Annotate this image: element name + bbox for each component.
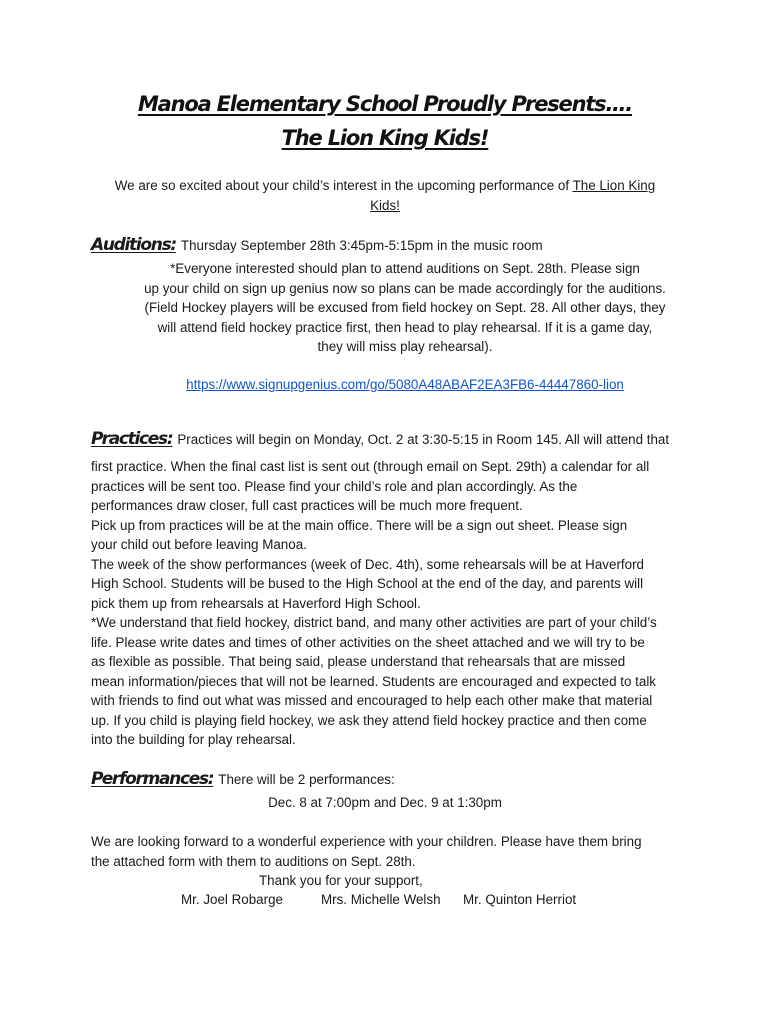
practices-heading: Practices: [91, 429, 173, 449]
intro-paragraph [60, 176, 710, 215]
thanks-line: Thank you for your support, [259, 873, 423, 888]
auditions-note-line: (Field Hockey players will be excused from field hockey on Sept. 28. All other days, they [144, 300, 666, 315]
auditions-note [110, 259, 700, 357]
show-title-line-1: The Lion King [572, 178, 656, 193]
signer-3: Mr. Quinton Herriot [463, 892, 577, 907]
signer-1: Mr. Joel Robarge [181, 892, 283, 907]
practices-line: life. Please write dates and times of other activities on the sheet attached and we will try to be [91, 634, 645, 650]
practices-line: High School. Students will be bused to the High School at the end of the day, and parents will [91, 576, 644, 591]
auditions-note-line: *Everyone interested should plan to attend auditions on Sept. 28th. Please sign [170, 261, 640, 276]
practices-line: performances draw closer, full cast practices will be much more frequent. [91, 498, 523, 513]
practices-line: *We understand that field hockey, district band, and many other activities are part of your child’s [91, 615, 657, 630]
intro-text: We are so excited about your child’s interest in the upcoming performance of [114, 178, 573, 193]
closing-line-1: We are looking forward to a wonderful experience with your children. Please have them bring [91, 834, 642, 849]
performance-dates: Dec. 8 at 7:00pm and Dec. 9 at 1:30pm [268, 795, 502, 810]
practices-line: pick them up from rehearsals at Haverford High School. [91, 595, 421, 611]
practices-line: up. If you child is playing field hockey, we ask they attend field hockey practice and then come [91, 712, 647, 728]
signup-link[interactable]: https://www.signupgenius.com/go/5080A48ABAF2EA3FB6-44447860-lion [186, 377, 624, 392]
practices-line: The week of the show performances (week of Dec. 4th), some rehearsals will be at Haverford [91, 556, 644, 572]
practices-line: with friends to find out what was missed and encouraged to help each other make that material [91, 693, 653, 708]
practices-line: as flexible as possible. That being said, please understand that rehearsals that are missed [91, 654, 626, 669]
performances-heading: Performances: [91, 769, 214, 789]
title-line-2: The Lion King Kids! [281, 126, 489, 150]
title-line-1: Manoa Elementary School Proudly Presents…. [137, 92, 633, 116]
auditions-note-line: they will miss play rehearsal). [317, 339, 493, 354]
practices-line: into the building for play rehearsal. [91, 732, 296, 747]
show-title-line-2: Kids! [370, 197, 400, 213]
closing-line-2: the attached form with them to auditions on Sept. 28th. [91, 853, 416, 869]
auditions-note-line: up your child on sign up genius now so plans can be made accordingly for the auditions. [144, 280, 666, 296]
practices-line: mean information/pieces that will not be learned. Students are encouraged and expected to talk [91, 673, 656, 689]
auditions-heading: Auditions: [91, 235, 176, 255]
auditions-when: Thursday September 28th 3:45pm-5:15pm in the music room [180, 238, 543, 253]
signatures [181, 890, 701, 910]
practices-first-line: Practices will begin on Monday, Oct. 2 at 3:30-5:15 in Room 145. All will attend that [177, 432, 670, 447]
practices-header-line [91, 430, 731, 450]
performances-intro: There will be 2 performances: [218, 772, 395, 787]
signup-link-line [110, 375, 700, 395]
auditions-header-line [91, 236, 711, 256]
practices-line: first practice. When the final cast list is sent out (through email on Sept. 29th) a calendar for all [91, 459, 650, 474]
performances-header-line [91, 770, 711, 790]
practices-line: practices will be sent too. Please find your child’s role and plan accordingly. As the [91, 478, 578, 494]
auditions-note-line: will attend field hockey practice first, then head to play rehearsal. If it is a game day, [157, 319, 653, 335]
practices-body [91, 457, 731, 750]
practices-line: your child out before leaving Manoa. [91, 537, 307, 552]
closing-paragraph [91, 832, 731, 871]
practices-line: Pick up from practices will be at the main office. There will be a sign out sheet. Please sign [91, 517, 628, 533]
signer-2: Mrs. Michelle Welsh [321, 892, 441, 907]
